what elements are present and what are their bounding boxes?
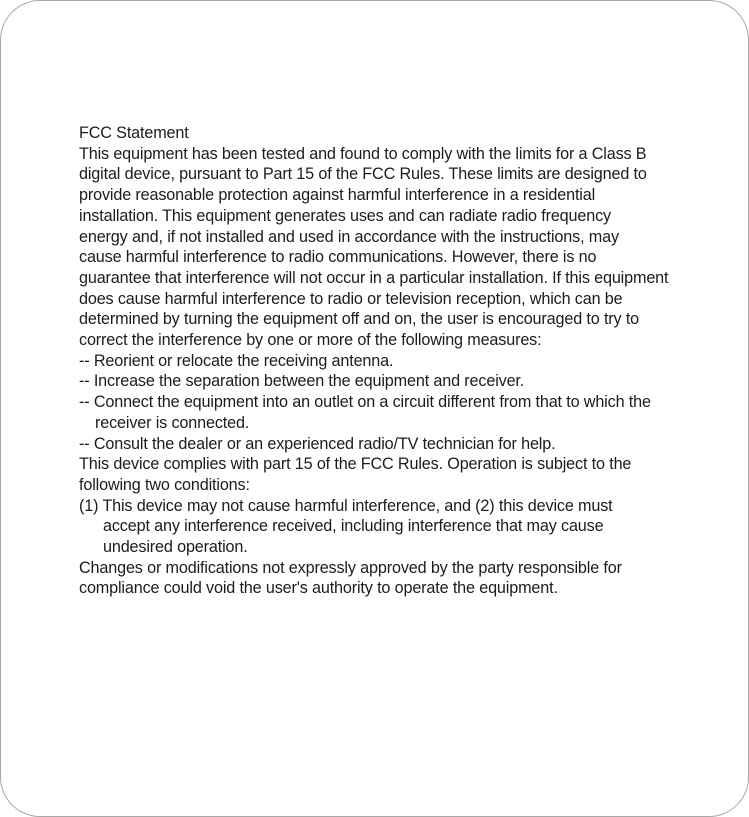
measure-line: -- Connect the equipment into an outlet on a circuit different from that to which the: [79, 393, 651, 412]
paragraph-line: determined by turning the equipment off and on, the user is encouraged to try to: [79, 310, 640, 329]
measure-line: -- Reorient or relocate the receiving antenna.: [79, 351, 394, 370]
measures-list: [79, 351, 739, 455]
modifications-paragraph: [79, 558, 739, 599]
part15-paragraph: [79, 454, 739, 495]
paragraph-line: provide reasonable protection against harmful interference in a residential: [79, 186, 596, 205]
paragraph-line: guarantee that interference will not occur in a particular installation. If this equipment: [79, 268, 669, 287]
measure-line-continued: receiver is connected.: [95, 413, 250, 432]
condition-line-continued: undesired operation.: [103, 538, 248, 557]
measure-item: [79, 371, 739, 392]
paragraph-line: installation. This equipment generates uses and can radiate radio frequency: [79, 206, 611, 225]
condition-line: (1) This device may not cause harmful interference, and (2) this device must: [79, 496, 613, 515]
compliance-paragraph: [79, 144, 739, 351]
measure-line: -- Consult the dealer or an experienced radio/TV technician for help.: [79, 434, 556, 453]
conditions-list: [79, 496, 739, 558]
condition-line-continued: accept any interference received, including interference that may cause: [103, 517, 604, 536]
paragraph-line: This device complies with part 15 of the FCC Rules. Operation is subject to the: [79, 455, 632, 474]
document-title: FCC Statement: [79, 124, 189, 142]
measure-item: [79, 351, 739, 372]
paragraph-line: cause harmful interference to radio communications. However, there is no: [79, 248, 597, 267]
paragraph-line: energy and, if not installed and used in accordance with the instructions, may: [79, 227, 619, 246]
paragraph-line: Changes or modifications not expressly approved by the party responsible for: [79, 558, 622, 577]
paragraph-line: digital device, pursuant to Part 15 of the FCC Rules. These limits are designed to: [79, 165, 647, 184]
paragraph-line: This equipment has been tested and found to comply with the limits for a Class B: [79, 144, 647, 163]
fcc-statement: [79, 123, 739, 599]
paragraph-line: does cause harmful interference to radio or television reception, which can be: [79, 289, 623, 308]
measure-item: [79, 392, 739, 433]
measure-item: [79, 434, 739, 455]
paragraph-line: correct the interference by one or more of the following measures:: [79, 331, 542, 350]
measure-line: -- Increase the separation between the equipment and receiver.: [79, 372, 525, 391]
paragraph-line: following two conditions:: [79, 475, 250, 494]
paragraph-line: compliance could void the user's authority to operate the equipment.: [79, 579, 558, 598]
